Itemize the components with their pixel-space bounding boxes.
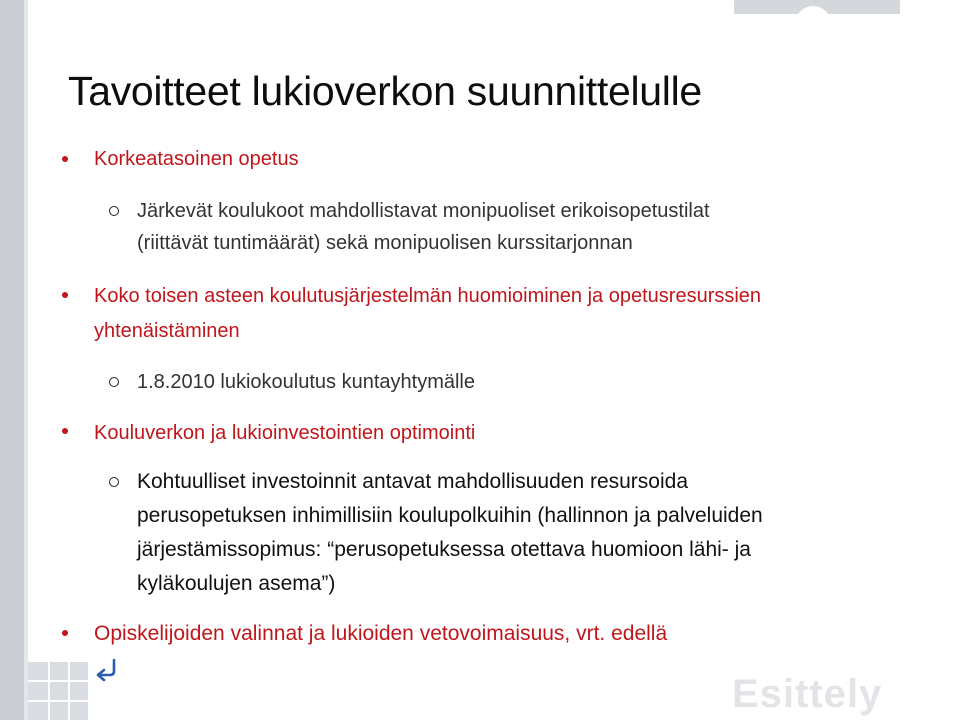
left-decoration-stripe	[24, 0, 28, 720]
sub-bullet-text: 1.8.2010 lukiokoulutus kuntayhtymälle	[137, 371, 475, 393]
bullet-text-line: yhtenäistäminen	[94, 320, 240, 342]
sub-bullet-text-line: (riittävät tuntimäärät) sekä monipuolisen kurssitarjonnan	[137, 232, 633, 254]
sub-bullet-text-line: Järkevät koulukoot mahdollistavat monipuoliset erikoisopetustilat	[137, 200, 710, 222]
bullet-dot	[62, 630, 68, 636]
sub-bullet-text-line: järjestämissopimus: “perusopetuksessa otettava huomioon lähi- ja	[137, 538, 751, 561]
bottom-grid-decoration	[28, 662, 88, 720]
sub-bullet-text-line: perusopetuksen inhimillisiin koulupolkuihin (hallinnon ja palveluiden	[137, 504, 763, 527]
sub-bullet-circle	[109, 377, 119, 387]
bullet-text: Korkeatasoinen opetus	[94, 148, 299, 170]
sub-bullet-text-line: Kohtuulliset investoinnit antavat mahdollisuuden resursoida	[137, 470, 689, 493]
left-decoration-bar	[0, 0, 24, 720]
bullet-dot	[62, 428, 68, 434]
bullet-text-line: Koko toisen asteen koulutusjärjestelmän huomioiminen ja opetusresurssien	[94, 285, 762, 307]
watermark-text: Esittely	[732, 672, 883, 716]
top-right-circle-decoration	[795, 6, 831, 42]
return-arrow-icon[interactable]	[92, 655, 122, 685]
bullet-dot	[62, 292, 68, 298]
bullet-text: Opiskelijoiden valinnat ja lukioiden vetovoimaisuus, vrt. edellä	[94, 622, 668, 645]
bullet-text: Kouluverkon ja lukioinvestointien optimointi	[94, 422, 476, 444]
sub-bullet-circle	[109, 206, 119, 216]
sub-bullet-text-line: kyläkoulujen asema”)	[137, 572, 336, 595]
slide-title: Tavoitteet lukioverkon suunnittelulle	[68, 68, 702, 114]
bullet-dot	[62, 156, 68, 162]
sub-bullet-circle	[109, 477, 119, 487]
